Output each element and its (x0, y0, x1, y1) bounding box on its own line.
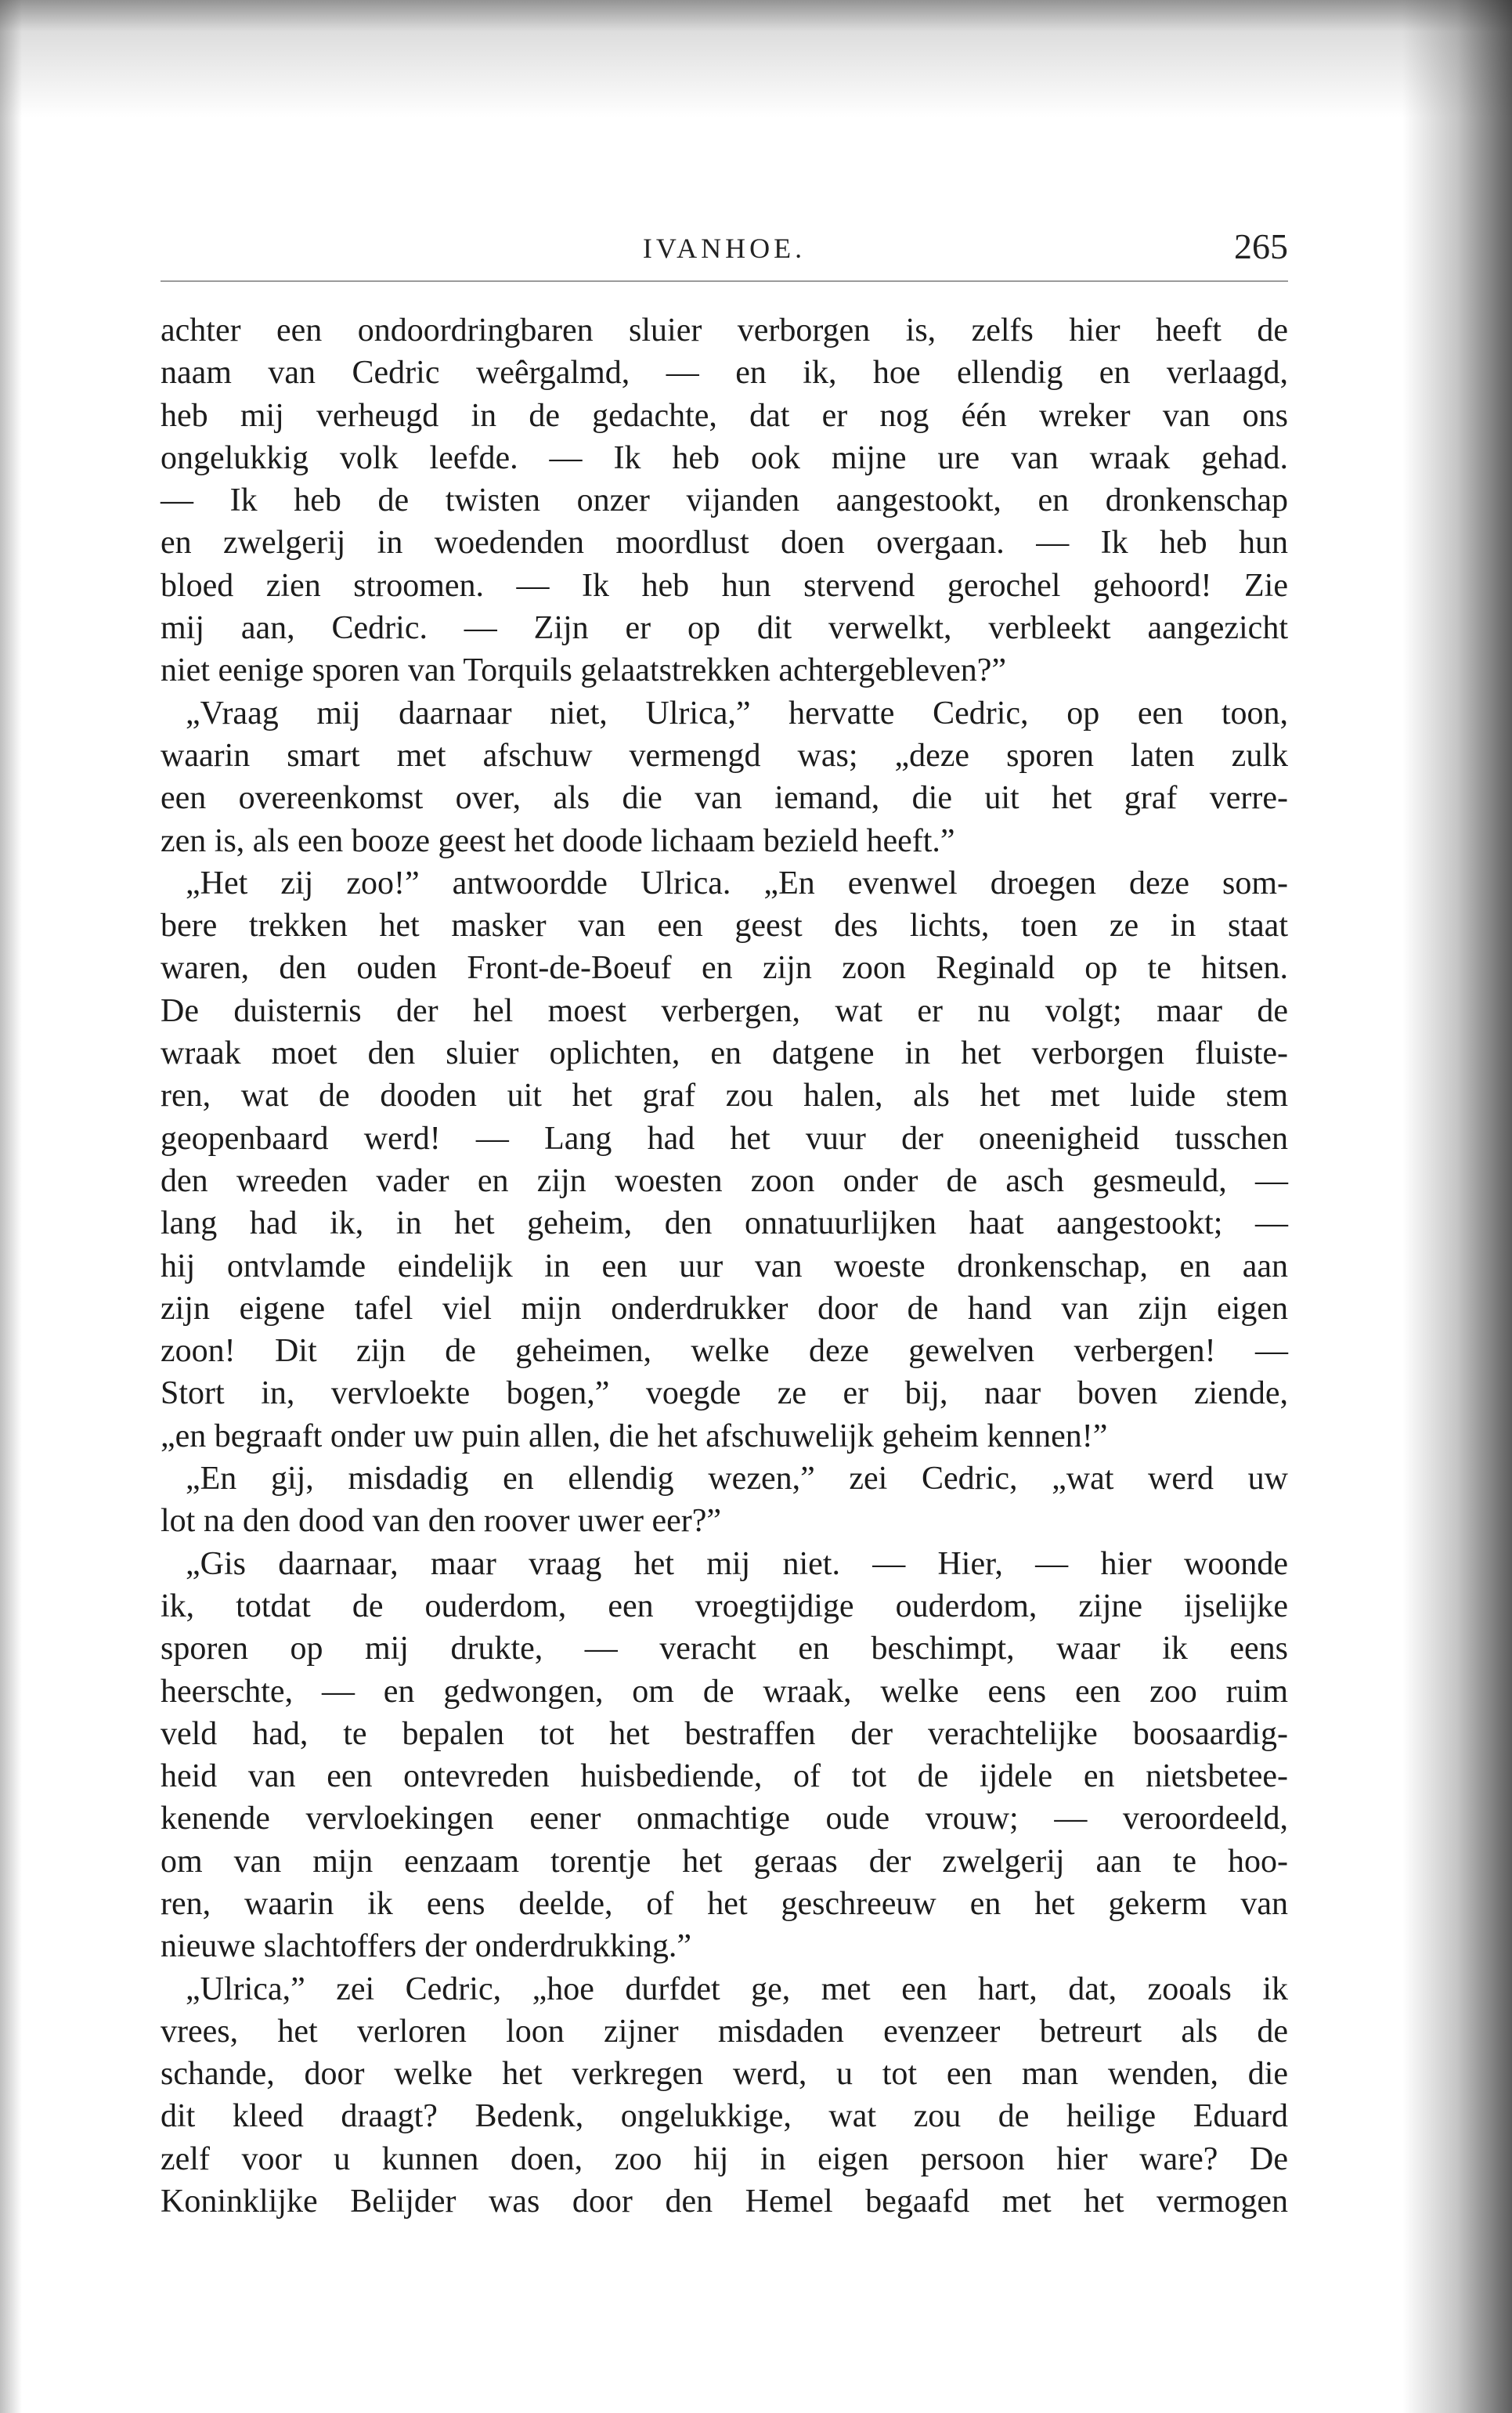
text-line: waren, den ouden Front-de-Boeuf en zijn zoon Reginald op te hitsen. (161, 950, 1288, 987)
body-text (161, 309, 1288, 2223)
text-line: geopenbaard werd! — Lang had het vuur der oneenigheid tusschen (161, 1120, 1288, 1157)
text-line: „Ulrica,” zei Cedric, „hoe durfdet ge, met een hart, dat, zooals ik (186, 1970, 1288, 2007)
page-number: 265 (1234, 226, 1288, 266)
scan-shadow-top (0, 0, 1512, 117)
text-line: ren, wat de dooden uit het graf zou halen, als het met luide stem (161, 1078, 1288, 1114)
text-line: Koninklijke Belijder was door den Hemel begaafd met het vermogen (161, 2184, 1288, 2220)
header-rule (161, 280, 1288, 282)
text-line: heerschte, — en gedwongen, om de wraak, welke eens een zoo ruim (161, 1673, 1288, 1710)
scan-shadow-left (0, 0, 22, 2413)
text-line: zijn eigene tafel viel mijn onderdrukker door de hand van zijn eigen (161, 1290, 1288, 1327)
text-line: dit kleed draagt? Bedenk, ongelukkige, wat zou de heilige Eduard (161, 2098, 1288, 2135)
text-line: om van mijn eenzaam torentje het geraas der zwelgerij aan te hoo- (161, 1843, 1288, 1880)
text-line: „En gij, misdadig en ellendig wezen,” zei Cedric, „wat werd uw (186, 1461, 1288, 1497)
text-line: Stort in, vervloekte bogen,” voegde ze er bij, naar boven ziende, (161, 1375, 1288, 1412)
text-line: „Gis daarnaar, maar vraag het mij niet. — Hier, — hier woonde (186, 1545, 1288, 1582)
scan-shadow-right (1402, 0, 1512, 2413)
text-line: De duisternis der hel moest verbergen, wat er nu volgt; maar de (161, 992, 1288, 1029)
text-line: hij ontvlamde eindelijk in een uur van woeste dronkenschap, en aan (161, 1248, 1288, 1284)
text-line: „Het zij zoo!” antwoordde Ulrica. „En evenwel droegen deze som- (186, 865, 1288, 901)
text-line: lot na den dood van den roover uwer eer?” (161, 1503, 722, 1540)
text-line: lang had ik, in het geheim, den onnatuurlijken haat aangestookt; — (161, 1205, 1288, 1242)
text-line: zen is, als een booze geest het doode lichaam bezield heeft.” (161, 822, 955, 859)
text-line: wraak moet den sluier oplichten, en datgene in het verborgen fluiste- (161, 1035, 1288, 1072)
text-line: nieuwe slachtoffers der onderdrukking.” (161, 1928, 691, 1965)
text-line: veld had, te bepalen tot het bestraffen der verachtelijke boosaardig- (161, 1715, 1288, 1752)
text-line: bloed zien stroomen. — Ik heb hun stervend gerochel gehoord! Zie (161, 567, 1288, 604)
text-line: niet eenige sporen van Torquils gelaatstrekken achtergebleven?” (161, 652, 1007, 689)
text-line: waarin smart met afschuw vermengd was; „deze sporen laten zulk (161, 737, 1288, 774)
text-line: zelf voor u kunnen doen, zoo hij in eigen persoon hier ware? De (161, 2140, 1288, 2177)
running-title: IVANHOE. (642, 233, 807, 264)
text-line: ik, totdat de ouderdom, een vroegtijdige ouderdom, zijne ijselijke (161, 1588, 1288, 1624)
text-line: een overeenkomst over, als die van iemand, die uit het graf verre- (161, 780, 1288, 817)
text-line: schande, door welke het verkregen werd, u tot een man wenden, die (161, 2056, 1288, 2093)
page-header (161, 221, 1288, 284)
text-line: zoon! Dit zijn de geheimen, welke deze gewelven verbergen! — (161, 1333, 1288, 1370)
text-line: en zwelgerij in woedenden moordlust doen overgaan. — Ik heb hun (161, 525, 1288, 562)
text-line: heb mij verheugd in de gedachte, dat er nog één wreker van ons (161, 397, 1288, 434)
text-line: „Vraag mij daarnaar niet, Ulrica,” hervatte Cedric, op een toon, (186, 695, 1288, 731)
text-line: sporen op mij drukte, — veracht en beschimpt, waar ik eens (161, 1631, 1288, 1667)
text-line: den wreeden vader en zijn woesten zoon onder de asch gesmeuld, — (161, 1162, 1288, 1199)
text-line: kenende vervloekingen eener onmachtige oude vrouw; — veroordeeld, (161, 1801, 1288, 1837)
text-line: „en begraaft onder uw puin allen, die het afschuwelijk geheim kennen!” (161, 1418, 1108, 1454)
text-line: achter een ondoordringbaren sluier verborgen is, zelfs hier heeft de (161, 312, 1288, 349)
text-line: bere trekken het masker van een geest des lichts, toen ze in staat (161, 908, 1288, 945)
text-line: heid van een ontevreden huisbediende, of tot de ijdele en nietsbetee- (161, 1758, 1288, 1795)
text-line: — Ik heb de twisten onzer vijanden aangestookt, en dronkenschap (161, 482, 1288, 519)
text-line: ongelukkig volk leefde. — Ik heb ook mijne ure van wraak gehad. (161, 439, 1288, 476)
text-line: vrees, het verloren loon zijner misdaden evenzeer betreurt als de (161, 2013, 1288, 2050)
text-line: naam van Cedric weêrgalmd, — en ik, hoe ellendig en verlaagd, (161, 355, 1288, 392)
text-line: ren, waarin ik eens deelde, of het geschreeuw en het gekerm van (161, 1885, 1288, 1922)
text-line: mij aan, Cedric. — Zijn er op dit verwelkt, verbleekt aangezicht (161, 610, 1288, 647)
